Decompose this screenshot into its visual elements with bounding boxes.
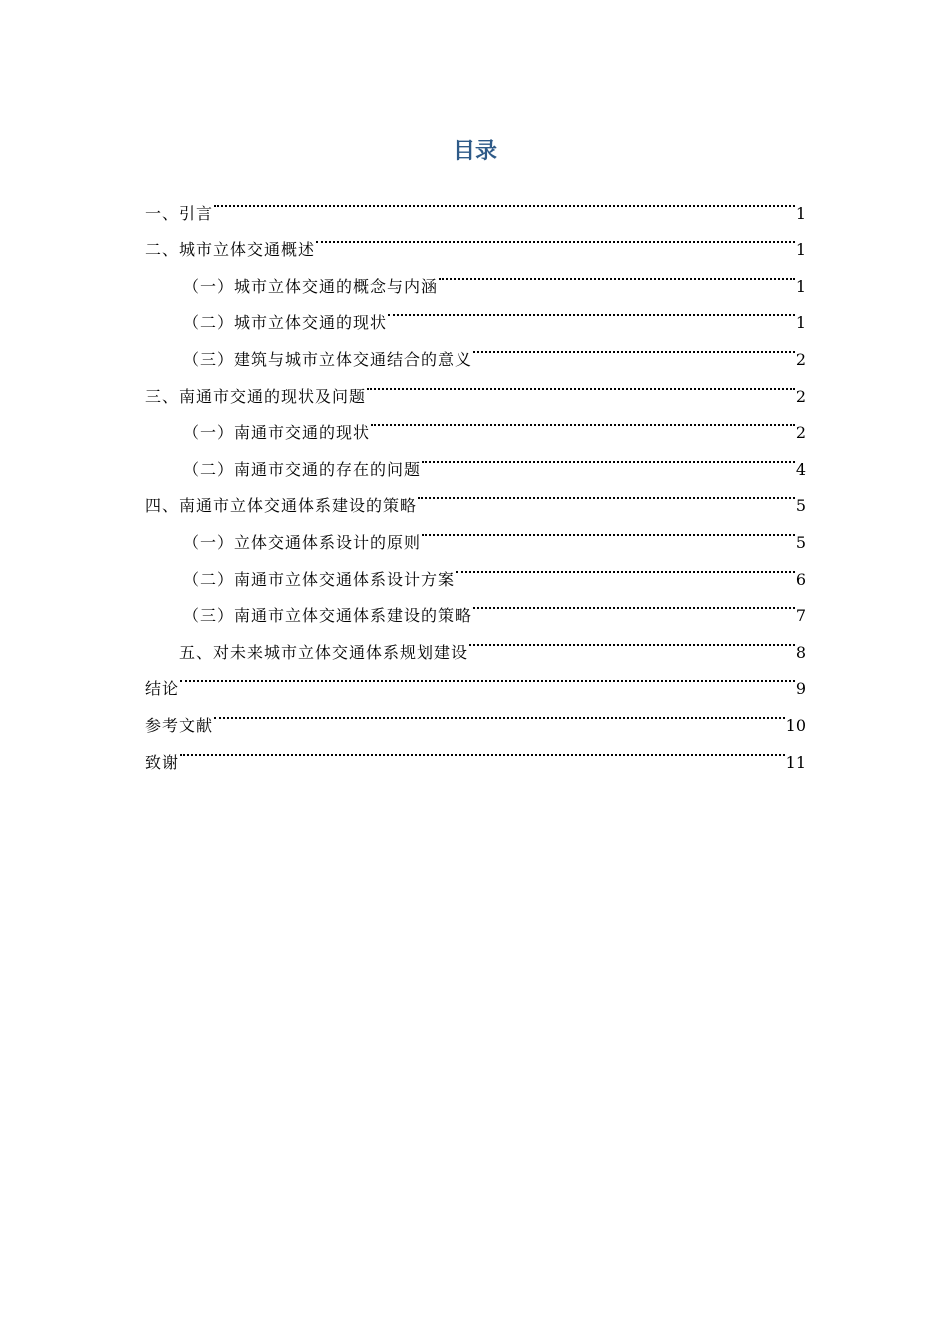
toc-dot-leader (388, 292, 795, 329)
toc-entry-text: 三、南通市交通的现状及问题 (145, 386, 367, 406)
toc-entry-page-number: 1 (795, 203, 806, 223)
toc-dot-leader (473, 328, 795, 365)
toc-dot-leader (456, 548, 795, 585)
toc-dot-leader (316, 219, 795, 256)
toc-entry-text: （一）立体交通体系设计的原则 (183, 532, 422, 552)
toc-entry-page-number: 8 (795, 642, 806, 662)
toc-dot-leader (422, 438, 795, 475)
toc-entry-page-number: 2 (795, 349, 806, 369)
toc-entry-page-number: 9 (795, 679, 806, 699)
toc-entry-page-number: 1 (795, 240, 806, 260)
toc-entry-text: （二）城市立体交通的现状 (183, 313, 388, 333)
toc-entry-text: （二）南通市立体交通体系设计方案 (183, 569, 456, 589)
toc-dot-leader (214, 182, 795, 219)
toc-dot-leader (367, 365, 795, 402)
toc-entry-page-number: 11 (785, 752, 806, 772)
toc-entry-page-number: 2 (795, 386, 806, 406)
toc-entry-text: 致谢 (145, 752, 180, 772)
toc-entry[interactable] (145, 694, 806, 735)
toc-entry-text: 二、城市立体交通概述 (145, 240, 316, 260)
toc-entry-page-number: 1 (795, 276, 806, 296)
toc-dot-leader (473, 585, 795, 622)
toc-entry[interactable] (145, 219, 806, 260)
toc-entry-text: 一、引言 (145, 203, 214, 223)
toc-entry[interactable] (145, 658, 806, 699)
toc-entry-text: （一）城市立体交通的概念与内涵 (183, 276, 439, 296)
toc-entry-page-number: 10 (785, 715, 806, 735)
toc-entry-text: 参考文献 (145, 715, 214, 735)
toc-entry-text: 四、南通市立体交通体系建设的策略 (145, 496, 418, 516)
toc-dot-leader (422, 511, 795, 548)
toc-entry[interactable] (145, 182, 806, 223)
toc-dot-leader (180, 731, 785, 768)
toc-entry-page-number: 6 (795, 569, 806, 589)
toc-entry-page-number: 5 (795, 496, 806, 516)
toc-title: 目录 (452, 138, 497, 164)
toc-entry-text: （三）南通市立体交通体系建设的策略 (183, 606, 473, 626)
toc-entry-text: 五、对未来城市立体交通体系规划建设 (179, 642, 469, 662)
toc-entry[interactable] (145, 731, 806, 772)
toc-dot-leader (371, 402, 795, 439)
toc-entry-text: （一）南通市交通的现状 (183, 423, 371, 443)
toc-entry-text: （三）建筑与城市立体交通结合的意义 (183, 349, 473, 369)
toc-entry-text: （二）南通市交通的存在的问题 (183, 459, 422, 479)
toc-entry-page-number: 1 (795, 313, 806, 333)
toc-entry-text: 结论 (145, 679, 180, 699)
toc-list (145, 182, 806, 772)
toc-dot-leader (180, 658, 795, 695)
toc-dot-leader (214, 694, 785, 731)
toc-entry-page-number: 4 (795, 459, 806, 479)
toc-dot-leader (439, 255, 795, 292)
toc-dot-leader (469, 621, 795, 658)
toc-dot-leader (418, 475, 795, 512)
toc-entry-page-number: 2 (795, 423, 806, 443)
toc-entry-page-number: 5 (795, 532, 806, 552)
toc-entry-page-number: 7 (795, 606, 806, 626)
